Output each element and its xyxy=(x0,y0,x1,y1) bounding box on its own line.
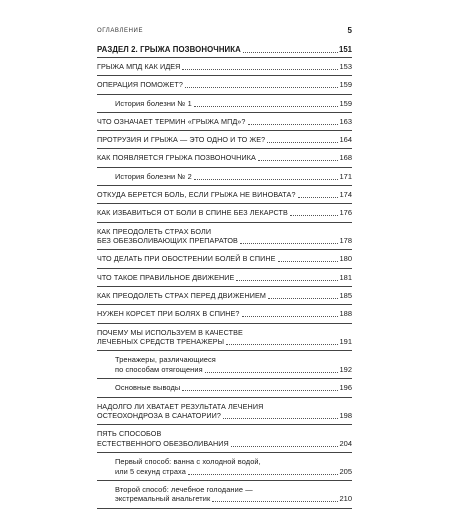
toc-leader-dots xyxy=(236,280,338,281)
toc-leader-dots xyxy=(243,52,338,53)
toc-entry[interactable] xyxy=(97,287,352,305)
toc-entry-title-line: Первый способ: ванна с холодной водой, xyxy=(115,457,261,467)
toc-entry-page: 174 xyxy=(339,190,352,200)
toc-entry[interactable] xyxy=(97,324,352,352)
toc-entry[interactable] xyxy=(97,204,352,222)
toc-entry[interactable] xyxy=(97,149,352,167)
toc-entry-title-line: КАК ПОЯВЛЯЕТСЯ ГРЫЖА ПОЗВОНОЧНИКА xyxy=(97,153,256,163)
toc-leader-dots xyxy=(298,197,338,198)
toc-subentry[interactable] xyxy=(97,95,352,113)
toc-entry-title-line: КАК ПРЕОДОЛЕТЬ СТРАХ БОЛИ xyxy=(97,226,212,236)
toc-entry-title-line: ЧТО ОЗНАЧАЕТ ТЕРМИН «ГРЫЖА МПД»? xyxy=(97,116,246,126)
toc-entry-title-line: Второй способ: лечебное голодание — xyxy=(115,484,253,494)
toc-entry-page: 163 xyxy=(339,116,352,126)
page-number: 5 xyxy=(347,26,352,35)
toc-entry-page: 176 xyxy=(339,208,352,218)
toc-leader-dots xyxy=(185,87,338,88)
toc-entry-title-line: История болезни № 1 xyxy=(115,98,192,108)
toc-leader-dots xyxy=(268,298,338,299)
toc-entry[interactable] xyxy=(97,398,352,426)
toc-entry[interactable] xyxy=(97,58,352,76)
toc-leader-dots xyxy=(212,501,338,502)
toc-entry-title-line: ЧТО ДЕЛАТЬ ПРИ ОБОСТРЕНИИ БОЛЕЙ В СПИНЕ xyxy=(97,254,276,264)
toc-entry-title-line: ЧТО ТАКОЕ ПРАВИЛЬНОЕ ДВИЖЕНИЕ xyxy=(97,272,235,282)
toc-entry-title-line: или 5 секунд страха xyxy=(115,466,186,476)
toc-section-title: РАЗДЕЛ 2. ГРЫЖА ПОЗВОНОЧНИКА xyxy=(97,45,241,54)
toc-entry[interactable] xyxy=(97,269,352,287)
toc-entry[interactable] xyxy=(97,76,352,94)
toc-entry-page: 185 xyxy=(339,291,352,301)
toc-entry-page: 180 xyxy=(339,254,352,264)
toc-entry-page: 204 xyxy=(339,438,352,448)
toc-subentry[interactable] xyxy=(97,453,352,481)
toc-entries xyxy=(97,58,352,509)
toc-entry-title-line: Основные выводы xyxy=(115,383,181,393)
toc-leader-dots xyxy=(267,142,338,143)
toc-entry-page: 196 xyxy=(339,383,352,393)
toc-entry-title-line: КАК ИЗБАВИТЬСЯ ОТ БОЛИ В СПИНЕ БЕЗ ЛЕКАРСТВ xyxy=(97,208,288,218)
toc-entry-title-line: экстремальный анальгетик xyxy=(115,494,211,504)
toc-entry-page: 178 xyxy=(339,236,352,246)
toc-entry[interactable] xyxy=(97,223,352,251)
toc-entry-page: 181 xyxy=(339,272,352,282)
toc-entry[interactable] xyxy=(97,186,352,204)
toc-section-page: 151 xyxy=(338,45,352,54)
toc-leader-dots xyxy=(223,418,338,419)
toc-entry-title-line: Тренажеры, различающиеся xyxy=(115,355,216,365)
toc-entry[interactable] xyxy=(97,113,352,131)
toc-leader-dots xyxy=(188,474,338,475)
toc-entry-title-line: ОСТЕОХОНДРОЗА В САНАТОРИИ? xyxy=(97,411,221,421)
running-header xyxy=(97,26,352,38)
toc-leader-dots xyxy=(248,124,338,125)
toc-entry-title-line: ГРЫЖА МПД КАК ИДЕЯ xyxy=(97,62,181,71)
toc-leader-dots xyxy=(182,390,338,391)
toc-entry-page: 205 xyxy=(339,466,352,476)
toc-leader-dots xyxy=(290,215,338,216)
toc-leader-dots xyxy=(258,160,338,161)
toc-entry[interactable] xyxy=(97,250,352,268)
toc-leader-dots xyxy=(240,243,338,244)
toc-entry-title-line: ПРОТРУЗИЯ И ГРЫЖА — ЭТО ОДНО И ТО ЖЕ? xyxy=(97,135,266,145)
toc-entry-page: 164 xyxy=(339,135,352,145)
toc-entry-title-line: ЛЕЧЕБНЫХ СРЕДСТВ ТРЕНАЖЕРЫ xyxy=(97,337,225,347)
toc-leader-dots xyxy=(242,316,338,317)
toc-leader-dots xyxy=(278,261,338,262)
toc-entry-page: 210 xyxy=(339,494,352,504)
toc-entry-title-line: по способам отягощения xyxy=(115,364,203,374)
toc-entry-title-line: История болезни № 2 xyxy=(115,171,192,181)
toc-subentry[interactable] xyxy=(97,481,352,509)
toc-entry-page: 192 xyxy=(339,364,352,374)
toc-entry[interactable] xyxy=(97,131,352,149)
toc-entry-title-line: ПЯТЬ СПОСОБОВ xyxy=(97,429,162,439)
chapter-label: ОГЛАВЛЕНИЕ xyxy=(97,28,144,34)
toc-entry-title-line: НАДОЛГО ЛИ ХВАТАЕТ РЕЗУЛЬТАТА ЛЕЧЕНИЯ xyxy=(97,401,264,411)
toc-leader-dots xyxy=(194,179,338,180)
toc-entry-page: 159 xyxy=(339,98,352,108)
toc-entry-title-line: ОТКУДА БЕРЕТСЯ БОЛЬ, ЕСЛИ ГРЫЖА НЕ ВИНОВАТА? xyxy=(97,190,296,200)
toc-entry-page: 171 xyxy=(339,171,352,181)
toc-subentry[interactable] xyxy=(97,379,352,397)
toc-leader-dots xyxy=(194,106,338,107)
toc-leader-dots xyxy=(205,372,338,373)
toc-section-heading[interactable] xyxy=(97,42,352,58)
toc-entry-title-line: ЕСТЕСТВЕННОГО ОБЕЗБОЛИВАНИЯ xyxy=(97,438,229,448)
toc-entry-page: 159 xyxy=(339,80,352,90)
toc-entry-page: 153 xyxy=(339,62,352,71)
toc-entry[interactable] xyxy=(97,305,352,323)
table-of-contents xyxy=(97,42,352,509)
toc-subentry[interactable] xyxy=(97,351,352,379)
toc-entry-title-line: БЕЗ ОБЕЗБОЛИВАЮЩИХ ПРЕПАРАТОВ xyxy=(97,236,238,246)
toc-entry-page: 198 xyxy=(339,411,352,421)
toc-entry-title-line: ПОЧЕМУ МЫ ИСПОЛЬЗУЕМ В КАЧЕСТВЕ xyxy=(97,327,243,337)
toc-entry-title-line: НУЖЕН КОРСЕТ ПРИ БОЛЯХ В СПИНЕ? xyxy=(97,309,240,319)
toc-entry-title-line: КАК ПРЕОДОЛЕТЬ СТРАХ ПЕРЕД ДВИЖЕНИЕМ xyxy=(97,291,266,301)
toc-leader-dots xyxy=(226,344,338,345)
toc-subentry[interactable] xyxy=(97,168,352,186)
toc-leader-dots xyxy=(231,446,338,447)
toc-entry-page: 191 xyxy=(339,337,352,347)
toc-entry-title-line: ОПЕРАЦИЯ ПОМОЖЕТ? xyxy=(97,80,184,90)
toc-entry[interactable] xyxy=(97,425,352,453)
toc-entry-page: 188 xyxy=(339,309,352,319)
toc-leader-dots xyxy=(182,69,338,70)
toc-entry-page: 168 xyxy=(339,153,352,163)
